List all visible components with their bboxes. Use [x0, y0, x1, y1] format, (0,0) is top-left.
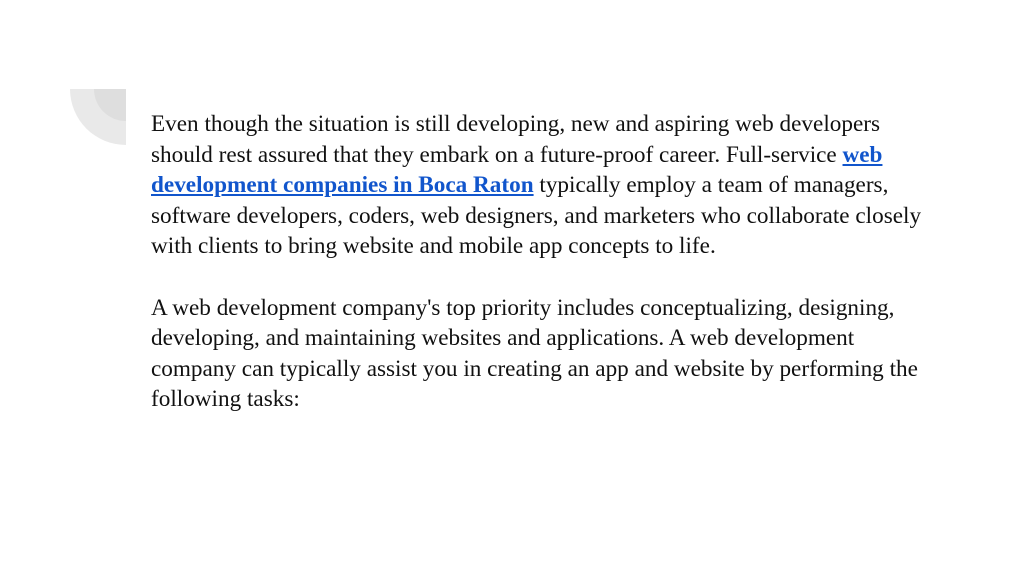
boca-raton-link[interactable]: web development companies in Boca Raton [151, 141, 883, 199]
quarter-ring-icon [70, 89, 126, 145]
paragraph-priority: A web development company's top priority includes conceptualizing, designing, developing, and maintaining websites and applications. A web development company can typically assist you in creating an app and website by performing the following tasks: [151, 294, 918, 413]
body-text [151, 109, 941, 415]
paragraph-intro [151, 109, 941, 262]
paragraph-intro-lead: Even though the situation is still developing, new and aspiring web developers should rest assured that they embark on a future-proof career. Full-service [151, 111, 880, 168]
paragraph-intro-tail: typically employ a team of managers, software developers, coders, web designers, and marketers who collaborate closely with clients to bring website and mobile app concepts to life. [151, 172, 922, 260]
